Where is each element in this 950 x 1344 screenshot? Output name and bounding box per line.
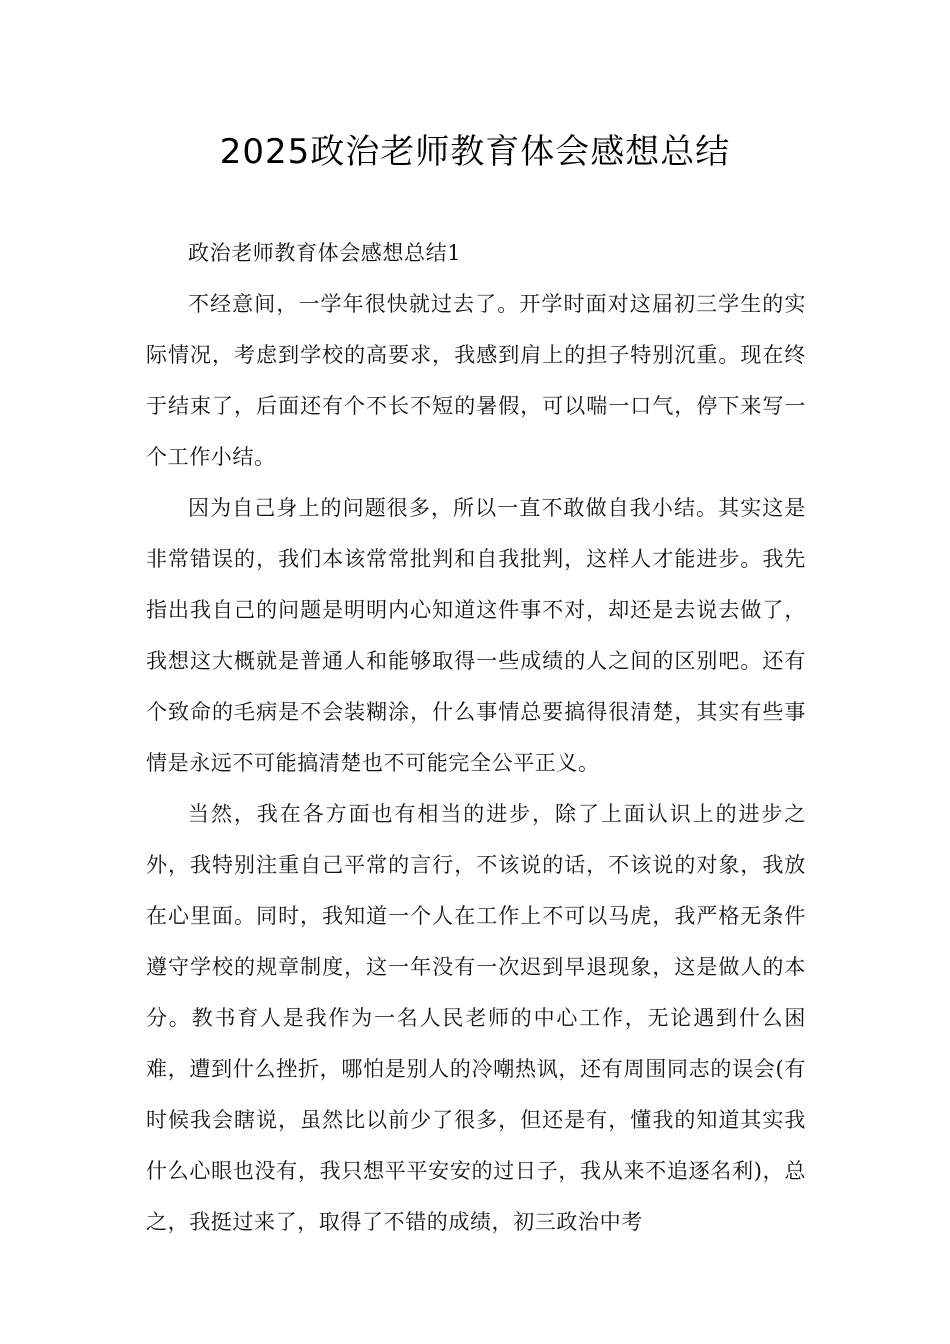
document-body (146, 228, 806, 1248)
paragraph: 当然，我在各方面也有相当的进步，除了上面认识上的进步之外，我特别注重自己平常的言行，不该说的话，不该说的对象，我放在心里面。同时，我知道一个人在工作上不可以马虎，我严格无条件遵守学校的规章制度，这一年没有一次迟到早退现象，这是做人的本分。教书育人是我作为一名人民老师的中心工作，无论遇到什么困难，遭到什么挫折，哪怕是别人的冷嘲热讽，还有周围同志的误会(有时候我会瞎说，虽然比以前少了很多，但还是有，懂我的知道其实我什么心眼也没有，我只想平平安安的过日子，我从来不追逐名利)，总之，我挺过来了，取得了不错的成绩，初三政治中考 (146, 802, 806, 1234)
section-heading: 政治老师教育体会感想总结1 (188, 241, 462, 265)
document-title: 2025政治老师教育体会感想总结 (219, 132, 731, 172)
paragraph: 因为自己身上的问题很多，所以一直不敢做自我小结。其实这是非常错误的，我们本该常常批判和自我批判，这样人才能进步。我先指出我自己的问题是明明内心知道这件事不对，却还是去说去做了，我想这大概就是普通人和能够取得一些成绩的人之间的区别吧。还有个致命的毛病是不会装糊涂，什么事情总要搞得很清楚，其实有些事情是永远不可能搞清楚也不可能完全公平正义。 (146, 496, 806, 775)
paragraph: 不经意间，一学年很快就过去了。开学时面对这届初三学生的实际情况，考虑到学校的高要求，我感到肩上的担子特别沉重。现在终于结束了，后面还有个不长不短的暑假，可以喘一口气，停下来写一个工作小结。 (146, 292, 806, 469)
